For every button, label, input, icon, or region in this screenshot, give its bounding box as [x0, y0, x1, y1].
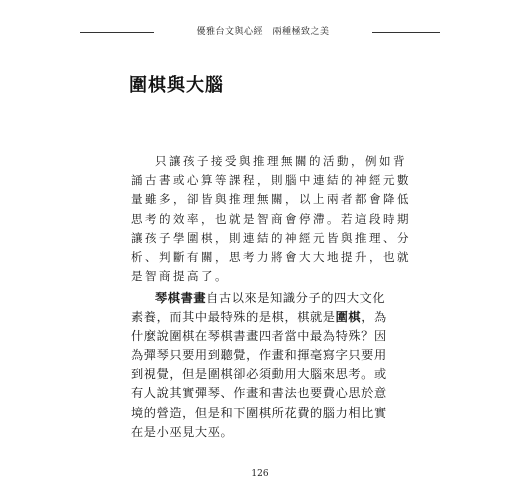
body-line-3: 什麼說圍棋在琴棋書畫四者當中最為特殊？因 [131, 329, 387, 344]
bold-term-weiqi: 圍棋 [335, 310, 362, 325]
body-line-2 [131, 308, 393, 327]
quote-line-2: 誦古書或心算等課程，則腦中連結的神經元數 [131, 173, 411, 188]
body-line-1 [131, 289, 393, 308]
quote-line-7: 是智商提高了。 [131, 269, 229, 284]
body-line-6: 有人說其實彈琴、作畫和書法也要費心思於意 [131, 386, 387, 401]
running-header-title: 優雅台文與心經 兩種極致之美 [196, 27, 330, 37]
body-line-2-text-a: 素養，而其中最特殊的是棋，棋就是 [131, 310, 336, 325]
quote-line-4: 思考的效率，也就是智商會停滯。若這段時期 [131, 211, 411, 226]
section-title: 圍棋與大腦 [129, 75, 224, 96]
body-line-7: 境的營造，但是和下圍棋所花費的腦力相比實 [131, 405, 387, 420]
quote-line-1: 只讓孩子接受與推理無關的活動，例如背 [155, 154, 407, 168]
body-line-2-text-b: ，為 [361, 310, 387, 325]
quote-paragraph [131, 152, 411, 286]
quote-line-6: 析、判斷有關，思考力將會大大地提升，也就 [131, 250, 411, 265]
quote-line-5: 讓孩子學圍棋，則連結的神經元皆與推理、分 [131, 230, 411, 245]
header-rule-left [80, 32, 154, 33]
running-header [80, 26, 440, 40]
quote-line-3: 量雖多，卻皆與推理無關，以上兩者都會降低 [131, 192, 411, 207]
bold-term-qinqishuhua: 琴棋書畫 [155, 291, 207, 305]
body-line-5: 到視覺，但是圍棋卻必須動用大腦來思考。或 [131, 367, 387, 382]
body-paragraph [131, 289, 393, 442]
body-line-8: 在是小巫見大巫。 [131, 424, 234, 439]
body-line-1-text: 自古以來是知識分子的四大文化 [206, 291, 386, 305]
body-line-4: 為彈琴只要用到聽覺，作畫和揮毫寫字只要用 [131, 348, 387, 363]
header-rule-right [372, 32, 440, 33]
page-number: 126 [251, 469, 269, 479]
